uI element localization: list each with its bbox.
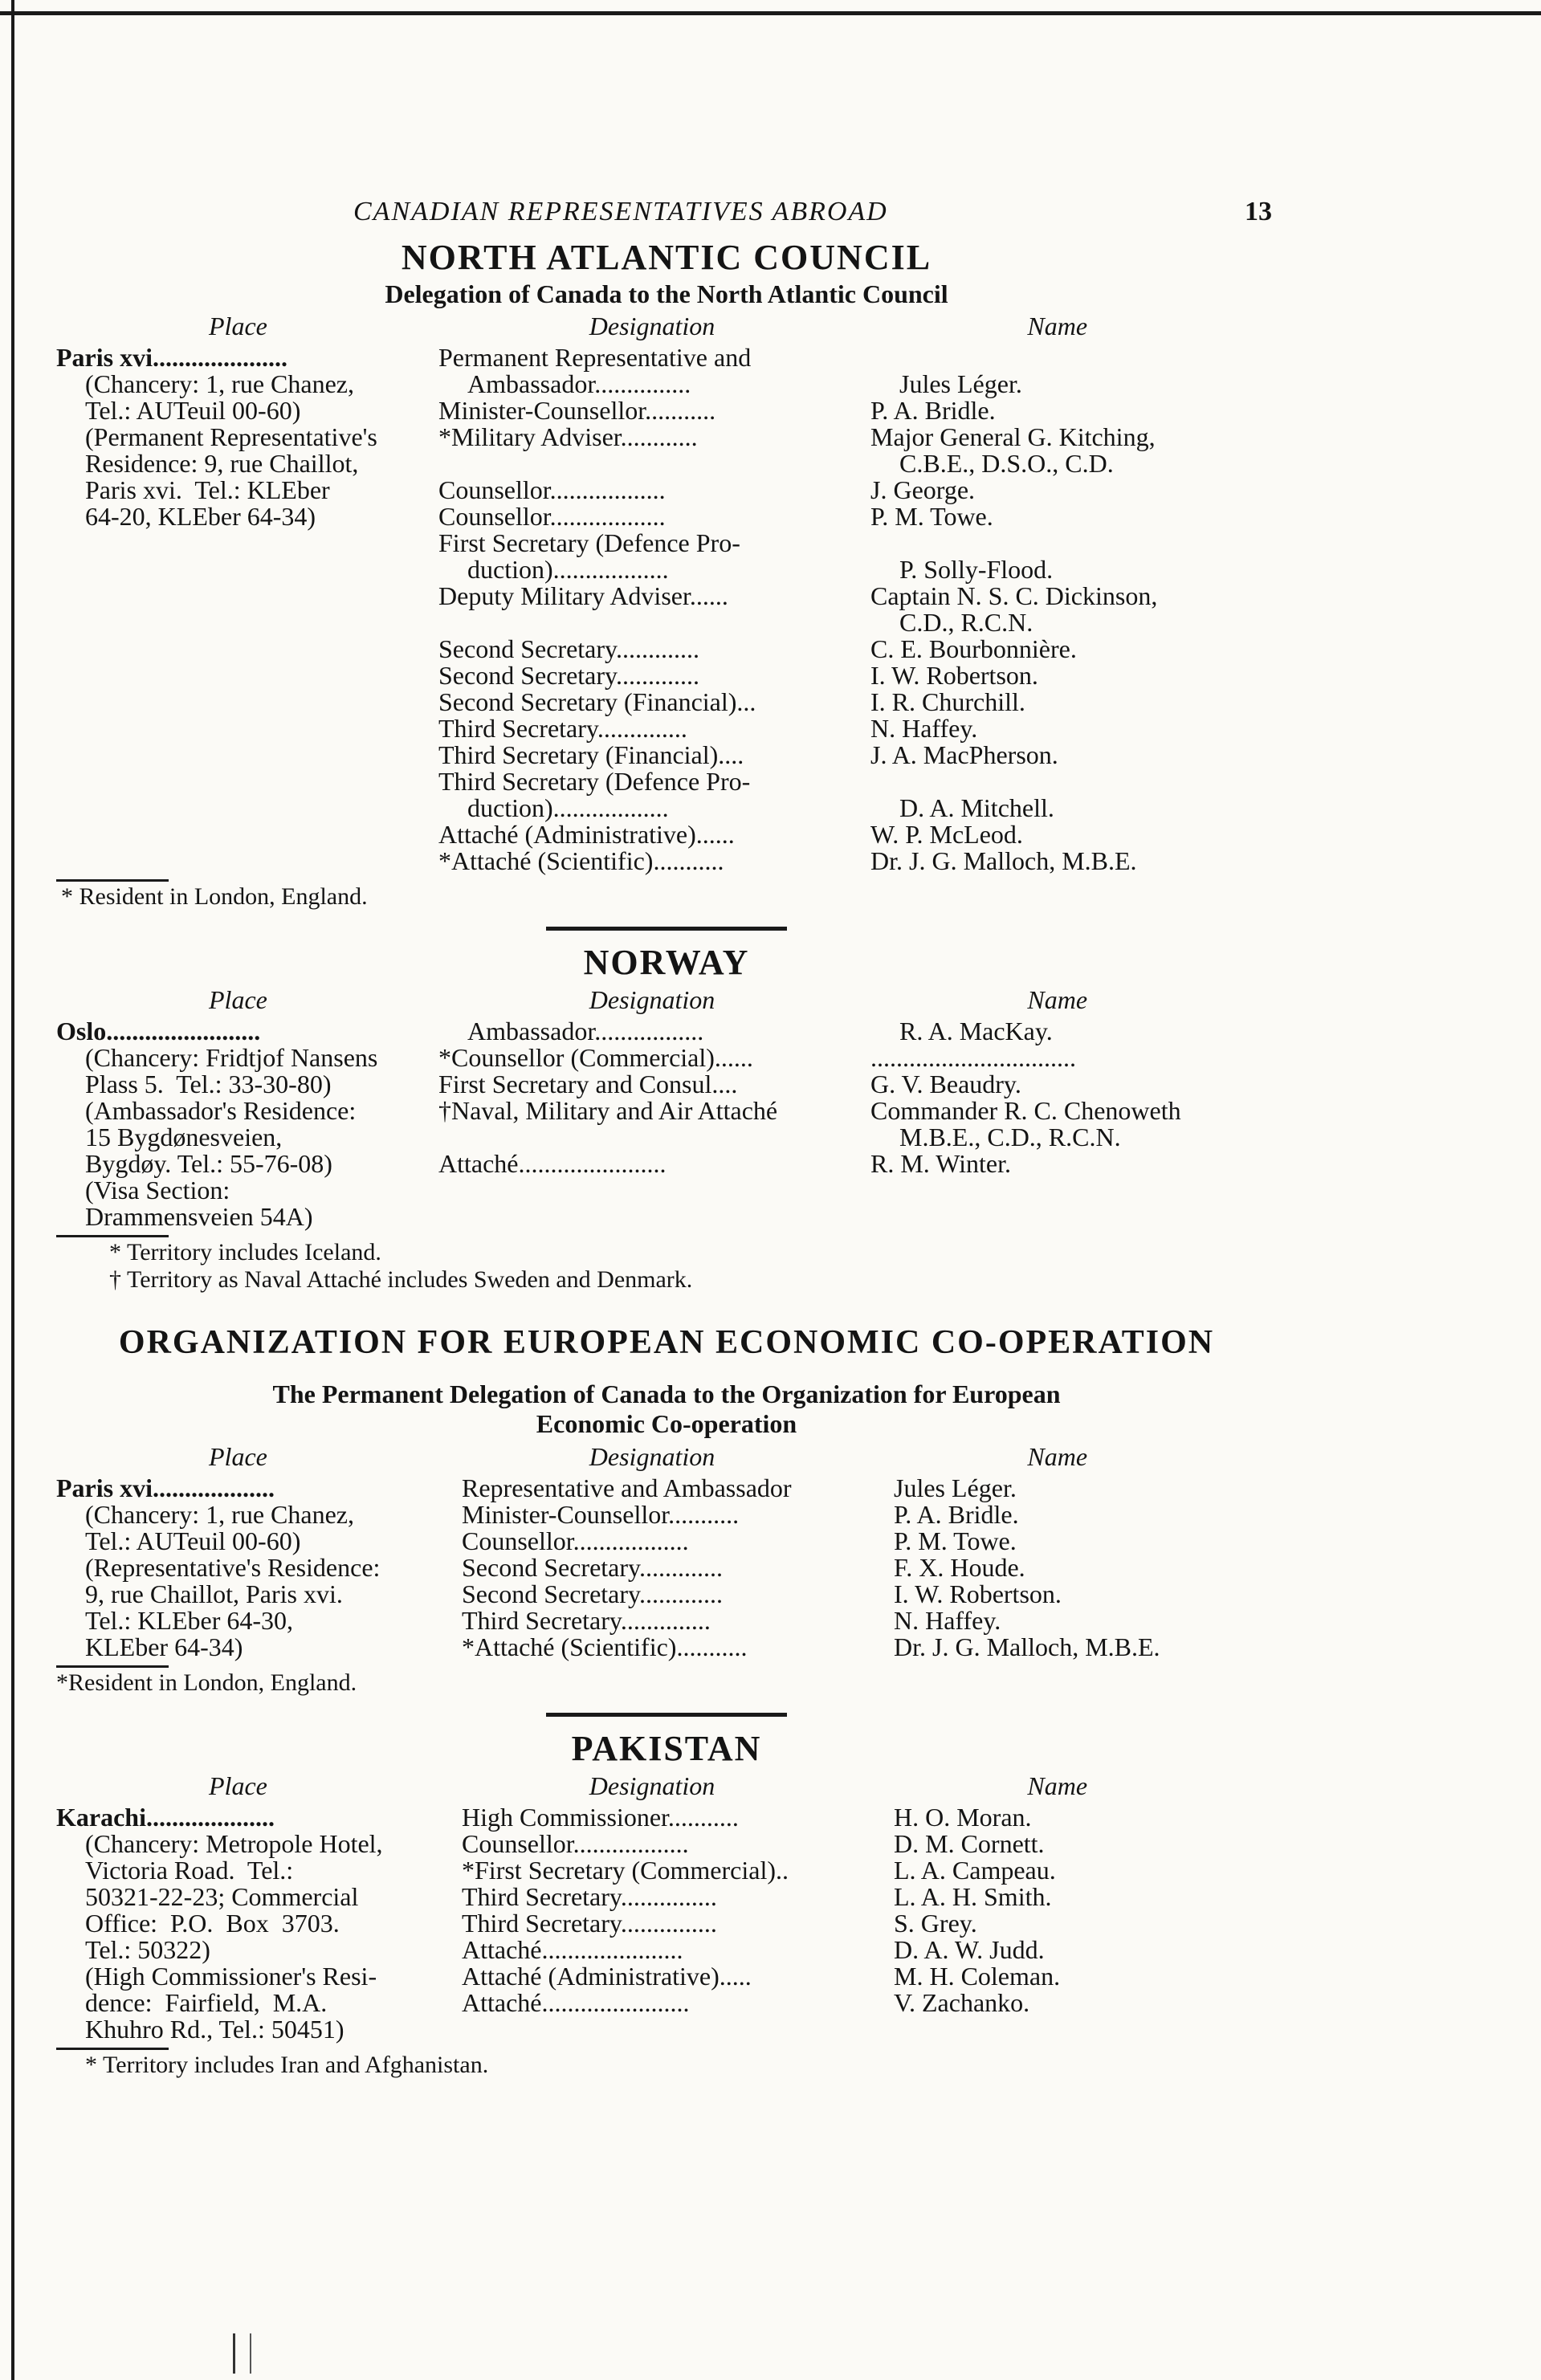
- designation: Counsellor..................: [462, 1828, 689, 1858]
- place-address-line: Khuhro Rd., Tel.: 50451): [85, 2014, 344, 2044]
- place-address-line: (Representative's Residence:: [85, 1552, 381, 1582]
- person-name: Captain N. S. C. Dickinson,: [870, 581, 1158, 611]
- footnote: † Territory as Naval Attaché includes Sweden and Denmark.: [109, 1266, 693, 1294]
- entry-row: [438, 636, 1277, 662]
- header-name: Name: [1027, 1771, 1088, 1800]
- designation: *Military Adviser............: [438, 422, 698, 452]
- column-headers: [56, 1441, 1277, 1475]
- person-name: [870, 344, 1248, 371]
- header-designation: Designation: [589, 1771, 715, 1800]
- place-address-line: (Permanent Representative's: [85, 422, 377, 452]
- place-address-line: Plass 5. Tel.: 33-30-80): [85, 1070, 332, 1099]
- designation: Third Secretary..............: [462, 1605, 711, 1635]
- entry-row: [438, 1098, 1277, 1124]
- place-address-line: KLEber 64-34): [85, 1632, 243, 1661]
- section-title: ORGANIZATION FOR EUROPEAN ECONOMIC CO-OPERATION: [118, 1324, 1215, 1362]
- place-city: Oslo........................: [56, 1017, 261, 1046]
- designation: First Secretary and Consul....: [438, 1070, 738, 1099]
- entry-row: [462, 1963, 1271, 1990]
- person-name: Dr. J. G. Malloch, M.B.E.: [894, 1632, 1160, 1661]
- designation: Attaché (Administrative).....: [462, 1961, 752, 1991]
- header-place: Place: [209, 1441, 267, 1471]
- rows: [438, 344, 1277, 874]
- entry-row: [462, 1857, 1271, 1884]
- entry-row: [462, 1934, 1271, 1964]
- designation: Attaché.......................: [462, 1987, 690, 2017]
- footnote-rule: [56, 1235, 169, 1237]
- person-name: M.B.E., C.D., R.C.N.: [899, 1123, 1121, 1152]
- place-address-line: 15 Bygdønesveien,: [85, 1123, 283, 1152]
- entry-row: [438, 609, 1277, 636]
- designation: Ambassador.................: [467, 1017, 704, 1046]
- place-address-line: Tel.: 50322): [85, 1934, 210, 1964]
- entry-row: [438, 848, 1277, 874]
- designation: Counsellor..................: [462, 1526, 689, 1555]
- designation: [438, 609, 870, 636]
- person-name: D. A. W. Judd.: [894, 1934, 1045, 1964]
- page: [56, 197, 1277, 2079]
- section-subtitle: Delegation of Canada to the North Atlantic Council: [385, 279, 948, 308]
- person-name: J. A. MacPherson.: [870, 740, 1058, 770]
- person-name: S. Grey.: [894, 1908, 977, 1938]
- place-block: [56, 344, 438, 530]
- person-name: P. M. Towe.: [894, 1526, 1017, 1555]
- entry-row: [438, 742, 1277, 768]
- designation: Second Secretary.............: [438, 634, 699, 664]
- entry-row: [438, 689, 1277, 715]
- section-title: NORWAY: [583, 943, 750, 983]
- entry-row: [438, 1071, 1277, 1098]
- header-place: Place: [209, 312, 267, 341]
- section-nato: [56, 237, 1277, 911]
- person-name: I. W. Robertson.: [870, 661, 1038, 691]
- entry-row: [438, 1018, 1277, 1045]
- designation: Counsellor..................: [438, 502, 666, 532]
- place-address-line: Victoria Road. Tel.:: [85, 1855, 294, 1885]
- person-name: [870, 768, 1248, 795]
- section-oeec: [56, 1322, 1277, 1697]
- place-address-line: Office: P.O. Box 3703.: [85, 1908, 340, 1938]
- person-name: C. E. Bourbonnière.: [870, 634, 1077, 664]
- person-name: N. Haffey.: [870, 714, 978, 744]
- place-address-line: (Chancery: Fridtjof Nansens: [85, 1043, 378, 1073]
- entry-row: [438, 424, 1277, 450]
- designation: Second Secretary.............: [462, 1552, 723, 1582]
- place-city: Karachi....................: [56, 1802, 275, 1832]
- entry-row: [438, 1151, 1277, 1177]
- entry-row: [462, 1581, 1271, 1608]
- section-subtitle: The Permanent Delegation of Canada to the Organization for European: [272, 1379, 1061, 1408]
- footnote: *Resident in London, England.: [56, 1669, 357, 1696]
- place-address-line: 50321-22-23; Commercial: [85, 1881, 359, 1911]
- designation: Third Secretary...............: [462, 1908, 717, 1938]
- person-name: P. A. Bridle.: [870, 396, 996, 426]
- entry-row: [462, 1804, 1271, 1831]
- entry-row: [438, 715, 1277, 742]
- place-address-line: Paris xvi. Tel.: KLEber: [85, 475, 330, 505]
- column-headers: [56, 311, 1277, 344]
- designation: Second Secretary (Financial)...: [438, 687, 756, 717]
- designation: Minister-Counsellor...........: [438, 396, 716, 426]
- entries: [56, 344, 1277, 874]
- place-address-line: Residence: 9, rue Chaillot,: [85, 449, 359, 479]
- person-name: P. Solly-Flood.: [899, 555, 1054, 585]
- person-name: L. A. H. Smith.: [894, 1881, 1052, 1911]
- header-name: Name: [1027, 312, 1088, 341]
- entry-row: [438, 795, 1277, 821]
- designation: [438, 1124, 870, 1151]
- entry-row: [438, 450, 1277, 477]
- running-head-title: CANADIAN REPRESENTATIVES ABROAD: [353, 197, 888, 226]
- place-block: [56, 1018, 438, 1230]
- designation: [438, 450, 870, 477]
- place-block: [56, 1475, 462, 1661]
- entries: [56, 1018, 1277, 1230]
- entry-row: [438, 583, 1277, 609]
- designation: Ambassador...............: [467, 369, 691, 399]
- person-name: I. W. Robertson.: [894, 1579, 1062, 1608]
- entry-row: [462, 1499, 1271, 1529]
- place-address-line: Tel.: AUTeuil 00-60): [85, 396, 301, 426]
- person-name: L. A. Campeau.: [894, 1855, 1056, 1885]
- person-name: ................................: [870, 1043, 1076, 1073]
- person-name: Jules Léger.: [894, 1473, 1017, 1502]
- place-address-line: 9, rue Chaillot, Paris xvi.: [85, 1579, 343, 1608]
- entry-row: [462, 1828, 1271, 1858]
- designation: †Naval, Military and Air Attaché: [438, 1096, 778, 1126]
- person-name: W. P. McLeod.: [870, 820, 1023, 850]
- entry-row: [462, 1987, 1271, 2017]
- entry-row: [462, 1634, 1271, 1661]
- entry-row: [438, 477, 1277, 503]
- header-place: Place: [209, 985, 267, 1015]
- page-number: 13: [1245, 197, 1272, 226]
- place-address-line: dence: Fairfield, M.A.: [85, 1987, 328, 2017]
- designation: Attaché......................: [462, 1934, 683, 1964]
- entry-row: [438, 503, 1277, 530]
- person-name: J. George.: [870, 475, 976, 505]
- designation: *First Secretary (Commercial)..: [462, 1855, 789, 1885]
- rows: [462, 1804, 1271, 2016]
- entry-row: [438, 1045, 1277, 1071]
- entry-row: [462, 1528, 1271, 1555]
- entry-row: [438, 1124, 1277, 1151]
- section-divider: [546, 927, 787, 931]
- top-border: [0, 0, 1541, 15]
- person-name: Jules Léger.: [899, 369, 1022, 399]
- running-head: [56, 197, 1277, 237]
- designation: Deputy Military Adviser......: [438, 581, 728, 611]
- person-name: M. H. Coleman.: [894, 1961, 1061, 1991]
- designation: Third Secretary (Financial)....: [438, 740, 744, 770]
- person-name: C.B.E., D.S.O., C.D.: [899, 449, 1114, 479]
- designation: First Secretary (Defence Pro-: [438, 528, 740, 558]
- footnote: * Territory includes Iran and Afghanistan.: [85, 2051, 489, 2078]
- person-name: D. A. Mitchell.: [899, 793, 1054, 823]
- header-designation: Designation: [589, 1441, 715, 1471]
- designation: duction)..................: [467, 793, 669, 823]
- header-designation: Designation: [589, 312, 715, 341]
- designation: Counsellor..................: [438, 475, 666, 505]
- entry-row: [438, 371, 1277, 397]
- entry-row: [462, 1552, 1271, 1582]
- person-name: Dr. J. G. Malloch, M.B.E.: [870, 846, 1137, 876]
- person-name: [870, 530, 1248, 556]
- rows: [462, 1475, 1271, 1661]
- entry-row: [438, 556, 1277, 583]
- person-name: R. A. MacKay.: [899, 1017, 1053, 1046]
- header-designation: Designation: [589, 985, 715, 1015]
- designation: Minister-Counsellor...........: [462, 1499, 740, 1529]
- footnote-rule: [56, 1665, 169, 1668]
- place-address-line: Bygdøy. Tel.: 55-76-08): [85, 1149, 332, 1179]
- designation: Second Secretary.............: [462, 1579, 723, 1608]
- place-block: [56, 1804, 462, 2043]
- entry-row: [462, 1605, 1271, 1635]
- entry-row: [438, 821, 1277, 848]
- entry-row: [438, 344, 1277, 371]
- place-address-line: (Chancery: Metropole Hotel,: [85, 1828, 383, 1858]
- section-title: NORTH ATLANTIC COUNCIL: [401, 238, 932, 277]
- designation: Third Secretary..............: [438, 714, 687, 744]
- person-name: N. Haffey.: [894, 1605, 1001, 1635]
- header-name: Name: [1027, 1441, 1088, 1471]
- person-name: V. Zachanko.: [894, 1987, 1030, 2017]
- designation: Attaché.......................: [438, 1149, 667, 1179]
- entry-row: [462, 1881, 1271, 1911]
- binding-mark: [233, 2333, 251, 2374]
- person-name: P. A. Bridle.: [894, 1499, 1019, 1529]
- place-city: Paris xvi.....................: [56, 343, 287, 373]
- column-headers: [56, 1771, 1277, 1804]
- designation: Third Secretary...............: [462, 1881, 717, 1911]
- footnote-rule: [56, 2048, 169, 2050]
- person-name: Major General G. Kitching,: [870, 422, 1156, 452]
- person-name: H. O. Moran.: [894, 1802, 1032, 1832]
- entry-row: [438, 397, 1277, 424]
- left-border: [0, 0, 14, 2380]
- designation: Second Secretary.............: [438, 661, 699, 691]
- header-name: Name: [1027, 985, 1088, 1015]
- person-name: R. M. Winter.: [870, 1149, 1012, 1179]
- person-name: I. R. Churchill.: [870, 687, 1025, 717]
- place-address-line: Drammensveien 54A): [85, 1202, 313, 1232]
- section-divider: [546, 1713, 787, 1717]
- section-title: PAKISTAN: [571, 1728, 762, 1768]
- place-city: Paris xvi...................: [56, 1473, 275, 1502]
- person-name: G. V. Beaudry.: [870, 1070, 1021, 1099]
- person-name: C.D., R.C.N.: [899, 608, 1033, 638]
- designation: *Attaché (Scientific)...........: [462, 1632, 748, 1661]
- section-norway: [56, 942, 1277, 1294]
- person-name: D. M. Cornett.: [894, 1828, 1045, 1858]
- entry-row: [438, 530, 1277, 556]
- header-place: Place: [209, 1771, 267, 1800]
- place-address-line: (Visa Section:: [85, 1176, 230, 1205]
- place-address-line: Tel.: KLEber 64-30,: [85, 1605, 294, 1635]
- designation: Third Secretary (Defence Pro-: [438, 767, 751, 797]
- entries: [56, 1804, 1277, 2043]
- place-address-line: (Chancery: 1, rue Chanez,: [85, 1499, 354, 1529]
- rows: [438, 1018, 1277, 1177]
- place-address-line: 64-20, KLEber 64-34): [85, 502, 316, 532]
- place-address-line: (Ambassador's Residence:: [85, 1096, 357, 1126]
- footnote: * Resident in London, England.: [61, 883, 368, 911]
- designation: Representative and Ambassador: [462, 1473, 792, 1502]
- designation: Attaché (Administrative)......: [438, 820, 735, 850]
- section-pakistan: [56, 1728, 1277, 2079]
- place-address-line: (High Commissioner's Resi-: [85, 1961, 377, 1991]
- entry-row: [462, 1475, 1271, 1502]
- place-address-line: (Chancery: 1, rue Chanez,: [85, 369, 354, 399]
- place-address-line: Tel.: AUTeuil 00-60): [85, 1526, 301, 1555]
- person-name: P. M. Towe.: [870, 502, 993, 532]
- column-headers: [56, 984, 1277, 1018]
- designation: High Commissioner...........: [462, 1802, 739, 1832]
- section-subtitle-cont: Economic Co-operation: [536, 1409, 797, 1439]
- designation: duction)..................: [467, 555, 669, 585]
- person-name: F. X. Houde.: [894, 1552, 1025, 1582]
- designation: *Attaché (Scientific)...........: [438, 846, 724, 876]
- entry-row: [438, 662, 1277, 689]
- designation: Permanent Representative and: [438, 343, 752, 373]
- footnote-rule: [56, 879, 169, 882]
- person-name: Commander R. C. Chenoweth: [870, 1096, 1181, 1126]
- designation: *Counsellor (Commercial)......: [438, 1043, 753, 1073]
- entry-row: [438, 768, 1277, 795]
- footnote: * Territory includes Iceland.: [109, 1239, 381, 1266]
- entries: [56, 1475, 1277, 1661]
- entry-row: [462, 1910, 1271, 1937]
